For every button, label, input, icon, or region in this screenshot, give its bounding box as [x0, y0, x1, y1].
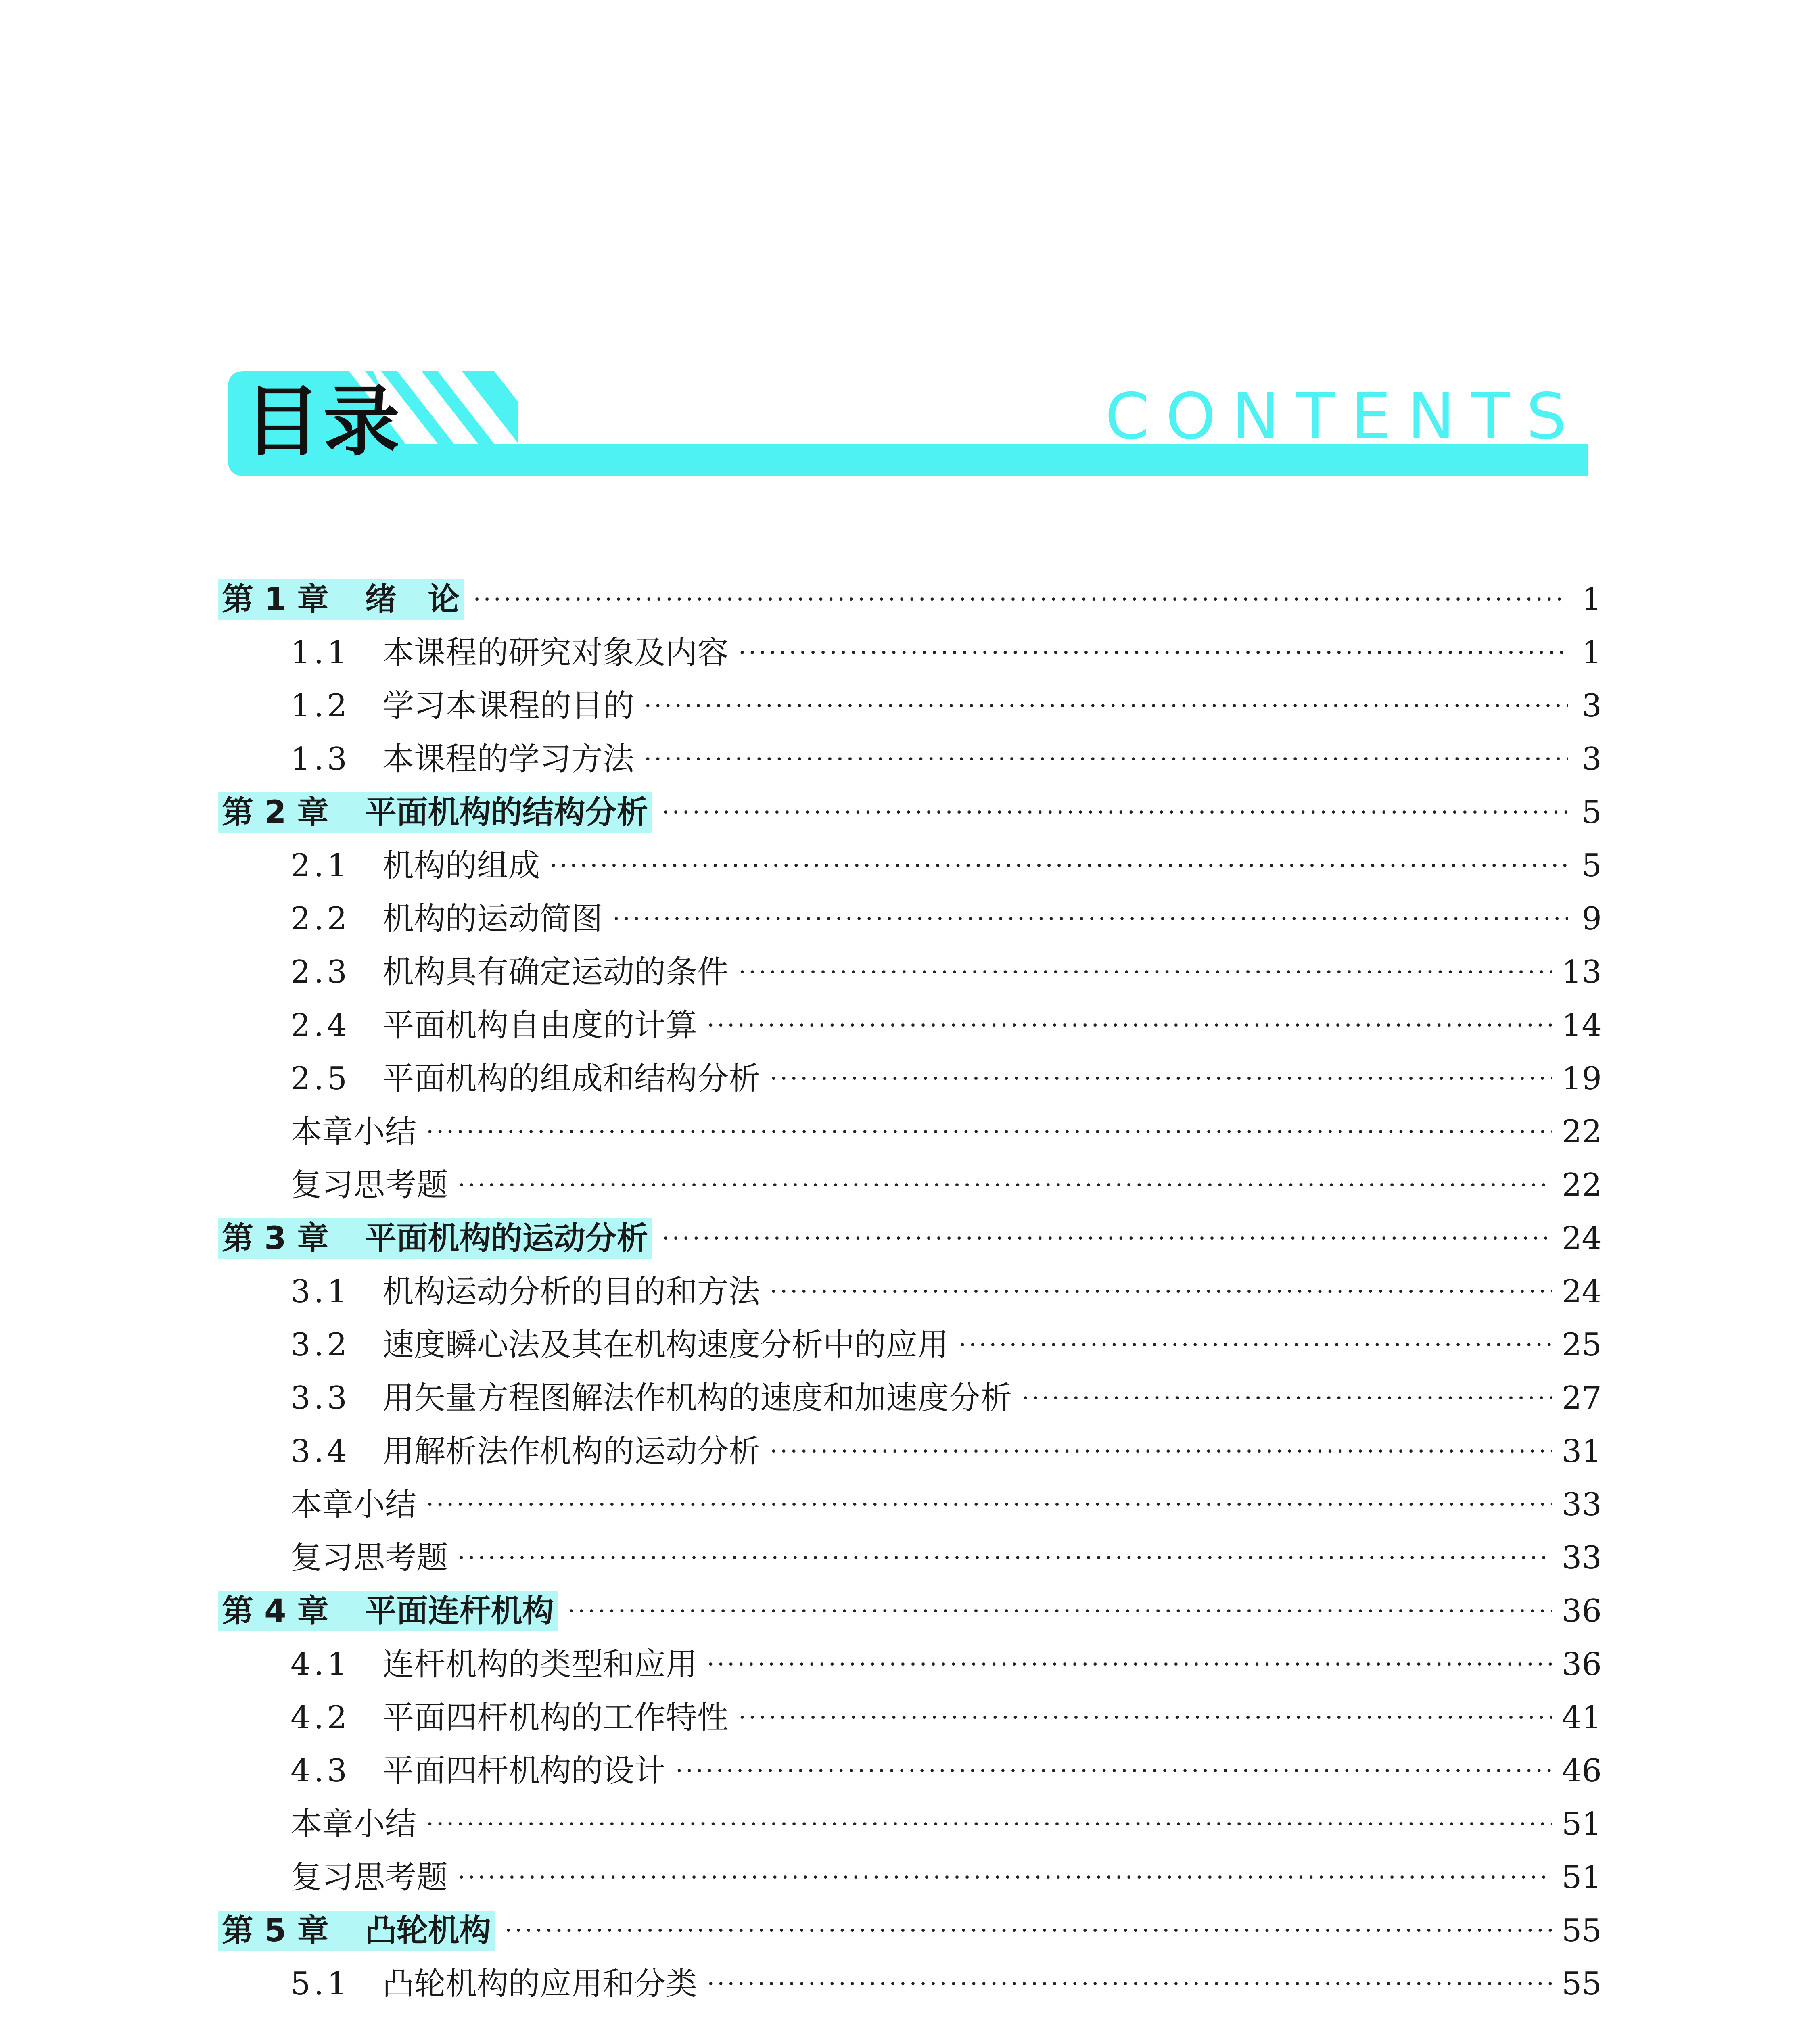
toc-entry-number: 2.5 [290, 1061, 351, 1097]
toc-entry-number: 2.2 [290, 901, 351, 937]
toc-page-number: 55 [1561, 1913, 1602, 1949]
toc-entry-number: 第 4 章 [222, 1593, 329, 1629]
toc-page-number: 22 [1561, 1114, 1602, 1150]
toc-page-number: 1 [1582, 581, 1602, 618]
toc-page-number: 36 [1561, 1646, 1602, 1683]
toc-entry-title: 机构的运动简图 [382, 901, 603, 937]
toc-page-number: 14 [1561, 1007, 1602, 1044]
toc-section-row[interactable] [218, 1798, 1602, 1851]
toc-section-row[interactable] [218, 1265, 1602, 1318]
dot-leader [959, 1318, 1552, 1372]
toc-entry-label [290, 1052, 760, 1105]
dot-leader [675, 1744, 1552, 1798]
toc-entry-label [290, 892, 603, 946]
toc-page-number: 24 [1561, 1274, 1602, 1310]
dot-leader [707, 1957, 1552, 2011]
toc-entry-label [290, 1318, 949, 1372]
toc-page-number: 55 [1561, 1966, 1602, 2002]
dot-leader [426, 1478, 1552, 1531]
toc-entry-label [290, 1159, 448, 1212]
toc-section-row[interactable] [218, 1105, 1602, 1159]
toc-entry-number: 3.2 [290, 1327, 351, 1363]
toc-entry-number: 第 5 章 [222, 1913, 329, 1949]
toc-page-number: 3 [1582, 741, 1602, 777]
toc-section-row[interactable] [218, 1052, 1602, 1105]
toc-entry-number: 5.1 [290, 1966, 351, 2002]
toc-entry-title: 用解析法作机构的运动分析 [382, 1433, 761, 1470]
toc-entry-number: 第 1 章 [222, 581, 329, 618]
dot-leader [505, 1904, 1552, 1957]
toc-entry-title: 速度瞬心法及其在机构速度分析中的应用 [382, 1327, 949, 1363]
toc-entry-number: 1.1 [290, 635, 351, 671]
dot-leader [770, 1052, 1552, 1105]
toc-chapter-row[interactable] [218, 786, 1602, 839]
toc-page-number: 51 [1561, 1859, 1602, 1896]
toc-entry-label [290, 1372, 1012, 1425]
toc-entry-title: 本章小结 [290, 1806, 417, 1842]
toc-section-row[interactable] [218, 1851, 1602, 1904]
toc-page-number: 9 [1582, 901, 1602, 937]
dot-leader [738, 1691, 1552, 1744]
toc-entry-number: 2.4 [290, 1007, 351, 1044]
dot-leader [426, 1105, 1552, 1159]
toc-entry-number: 4.2 [290, 1700, 351, 1736]
toc-entry-number: 第 2 章 [222, 794, 329, 831]
toc-entry-label [290, 1425, 760, 1478]
toc-page-number: 3 [1582, 688, 1602, 724]
dot-leader [426, 1798, 1552, 1851]
toc-entry-number: 1.2 [290, 688, 351, 724]
toc-entry-title: 本课程的研究对象及内容 [382, 635, 729, 671]
toc-entry-label [290, 1851, 448, 1904]
toc-chapter-row[interactable] [218, 1585, 1602, 1638]
dot-leader [801, 2011, 1552, 2017]
toc-entry-label [290, 1105, 416, 1159]
toc-entry-title: 平面四杆机构的工作特性 [382, 1700, 729, 1736]
toc-entry-label [290, 946, 729, 999]
toc-page-number: 27 [1561, 1380, 1602, 1416]
toc-section-row[interactable] [218, 1531, 1602, 1585]
dot-leader [662, 1212, 1552, 1265]
toc-entry-title: 本章小结 [290, 1487, 417, 1523]
toc-entry-label [290, 1531, 448, 1585]
toc-entry-label [290, 1265, 760, 1318]
toc-entry-title: 凸轮机构 [365, 1913, 491, 1949]
dot-leader [458, 1851, 1552, 1904]
toc-entry-title: 平面机构自由度的计算 [382, 1007, 698, 1044]
toc-entry-title: 平面机构的运动分析 [365, 1220, 648, 1257]
dot-leader [707, 1638, 1552, 1691]
toc-section-row[interactable] [218, 1372, 1602, 1425]
toc-section-row[interactable] [218, 679, 1602, 733]
toc-entry-label [218, 792, 652, 833]
toc-entry-label [290, 839, 540, 892]
toc-section-row[interactable] [218, 2011, 1602, 2017]
toc-page-number: 41 [1561, 1700, 1602, 1736]
toc-entry-title: 学习本课程的目的 [382, 688, 635, 724]
toc-entry-label [290, 2011, 792, 2017]
toc-section-row[interactable] [218, 1318, 1602, 1372]
toc-entry-number: 1.3 [290, 741, 351, 777]
table-of-contents [218, 573, 1602, 2017]
toc-entry-label [290, 1744, 666, 1798]
toc-entry-number: 2.3 [290, 954, 351, 990]
toc-entry-title: 本课程的学习方法 [382, 741, 635, 777]
toc-entry-title: 平面连杆机构 [365, 1593, 554, 1629]
toc-entry-label [290, 733, 634, 786]
toc-entry-title: 复习思考题 [290, 1859, 448, 1896]
toc-entry-title: 凸轮机构的应用和分类 [382, 1966, 698, 2002]
toc-entry-number: 2.1 [290, 848, 351, 884]
dot-leader [644, 679, 1568, 733]
toc-entry-number: 4.3 [290, 1753, 351, 1789]
toc-entry-label [218, 1218, 652, 1259]
toc-section-row[interactable] [218, 1957, 1602, 2011]
toc-entry-label [290, 1478, 416, 1531]
toc-chapter-row[interactable] [218, 573, 1602, 626]
toc-page-number: 22 [1561, 1167, 1602, 1203]
toc-section-row[interactable] [218, 839, 1602, 892]
toc-page-number: 36 [1561, 1593, 1602, 1629]
toc-section-row[interactable] [218, 1691, 1602, 1744]
toc-entry-number: 4.1 [290, 1646, 351, 1683]
toc-page-number: 51 [1561, 1806, 1602, 1842]
toc-entry-label [218, 579, 464, 620]
dot-leader [662, 786, 1568, 839]
toc-entry-title: 机构具有确定运动的条件 [382, 954, 729, 990]
toc-page-number: 33 [1561, 1540, 1602, 1576]
toc-page-number [1562, 2011, 1602, 2017]
page-title-cn: 目录 [244, 377, 403, 466]
dot-leader [550, 839, 1568, 892]
toc-entry-title: 用矢量方程图解法作机构的速度和加速度分析 [382, 1380, 1012, 1416]
toc-page-number: 5 [1582, 848, 1602, 884]
toc-section-row[interactable] [218, 1638, 1602, 1691]
toc-entry-title: 平面机构的结构分析 [365, 794, 648, 831]
toc-page-number: 24 [1561, 1220, 1602, 1257]
dot-leader [738, 626, 1568, 679]
toc-page-number: 1 [1582, 635, 1602, 671]
dot-leader [568, 1585, 1552, 1638]
toc-entry-label [290, 1638, 697, 1691]
page-title-en: CONTENTS [1105, 380, 1583, 454]
toc-entry-title: 本章小结 [290, 1114, 417, 1150]
toc-entry-number: 3.4 [290, 1433, 351, 1470]
toc-section-row[interactable] [218, 626, 1602, 679]
toc-section-row[interactable] [218, 733, 1602, 786]
toc-entry-title: 平面四杆机构的设计 [382, 1753, 666, 1789]
toc-page-number: 5 [1582, 794, 1602, 831]
dot-leader [738, 946, 1552, 999]
toc-entry-label [218, 1591, 558, 1631]
toc-entry-title: 平面机构的组成和结构分析 [382, 1061, 761, 1097]
toc-entry-label [290, 626, 729, 679]
toc-entry-title: 绪 论 [365, 581, 460, 618]
toc-entry-number: 第 3 章 [222, 1220, 329, 1257]
toc-entry-title: 连杆机构的类型和应用 [382, 1646, 698, 1683]
toc-chapter-row[interactable] [218, 1212, 1602, 1265]
dot-leader [458, 1159, 1552, 1212]
toc-entry-label [290, 999, 697, 1052]
toc-entry-title: 机构的组成 [382, 848, 540, 884]
toc-entry-label [218, 1911, 495, 1951]
dot-leader [770, 1425, 1552, 1478]
toc-entry-label [290, 679, 634, 733]
dot-leader [770, 1265, 1552, 1318]
toc-entry-label [290, 1691, 729, 1744]
toc-section-row[interactable] [218, 1425, 1602, 1478]
toc-section-row[interactable] [218, 1744, 1602, 1798]
toc-entry-number: 3.1 [290, 1274, 351, 1310]
toc-entry-label [290, 1957, 697, 2011]
dot-leader [473, 573, 1568, 626]
toc-section-row[interactable] [218, 999, 1602, 1052]
toc-entry-title: 复习思考题 [290, 1167, 448, 1203]
toc-page-number: 25 [1561, 1327, 1602, 1363]
toc-section-row[interactable] [218, 1159, 1602, 1212]
toc-entry-label [290, 1798, 416, 1851]
dot-leader [458, 1531, 1552, 1585]
dot-leader [644, 733, 1568, 786]
dot-leader [707, 999, 1552, 1052]
toc-section-row[interactable] [218, 946, 1602, 999]
toc-chapter-row[interactable] [218, 1904, 1602, 1957]
dot-leader [1022, 1372, 1552, 1425]
toc-entry-title: 机构运动分析的目的和方法 [382, 1274, 761, 1310]
dot-leader [612, 892, 1568, 946]
toc-page-number: 33 [1561, 1487, 1602, 1523]
toc-page-number: 19 [1561, 1061, 1602, 1097]
toc-page-number: 31 [1561, 1433, 1602, 1470]
toc-section-row[interactable] [218, 892, 1602, 946]
toc-page-number: 13 [1561, 954, 1602, 990]
toc-section-row[interactable] [218, 1478, 1602, 1531]
toc-header [228, 371, 1588, 476]
toc-page-number: 46 [1561, 1753, 1602, 1789]
toc-entry-title: 复习思考题 [290, 1540, 448, 1576]
toc-entry-number: 3.3 [290, 1380, 351, 1416]
